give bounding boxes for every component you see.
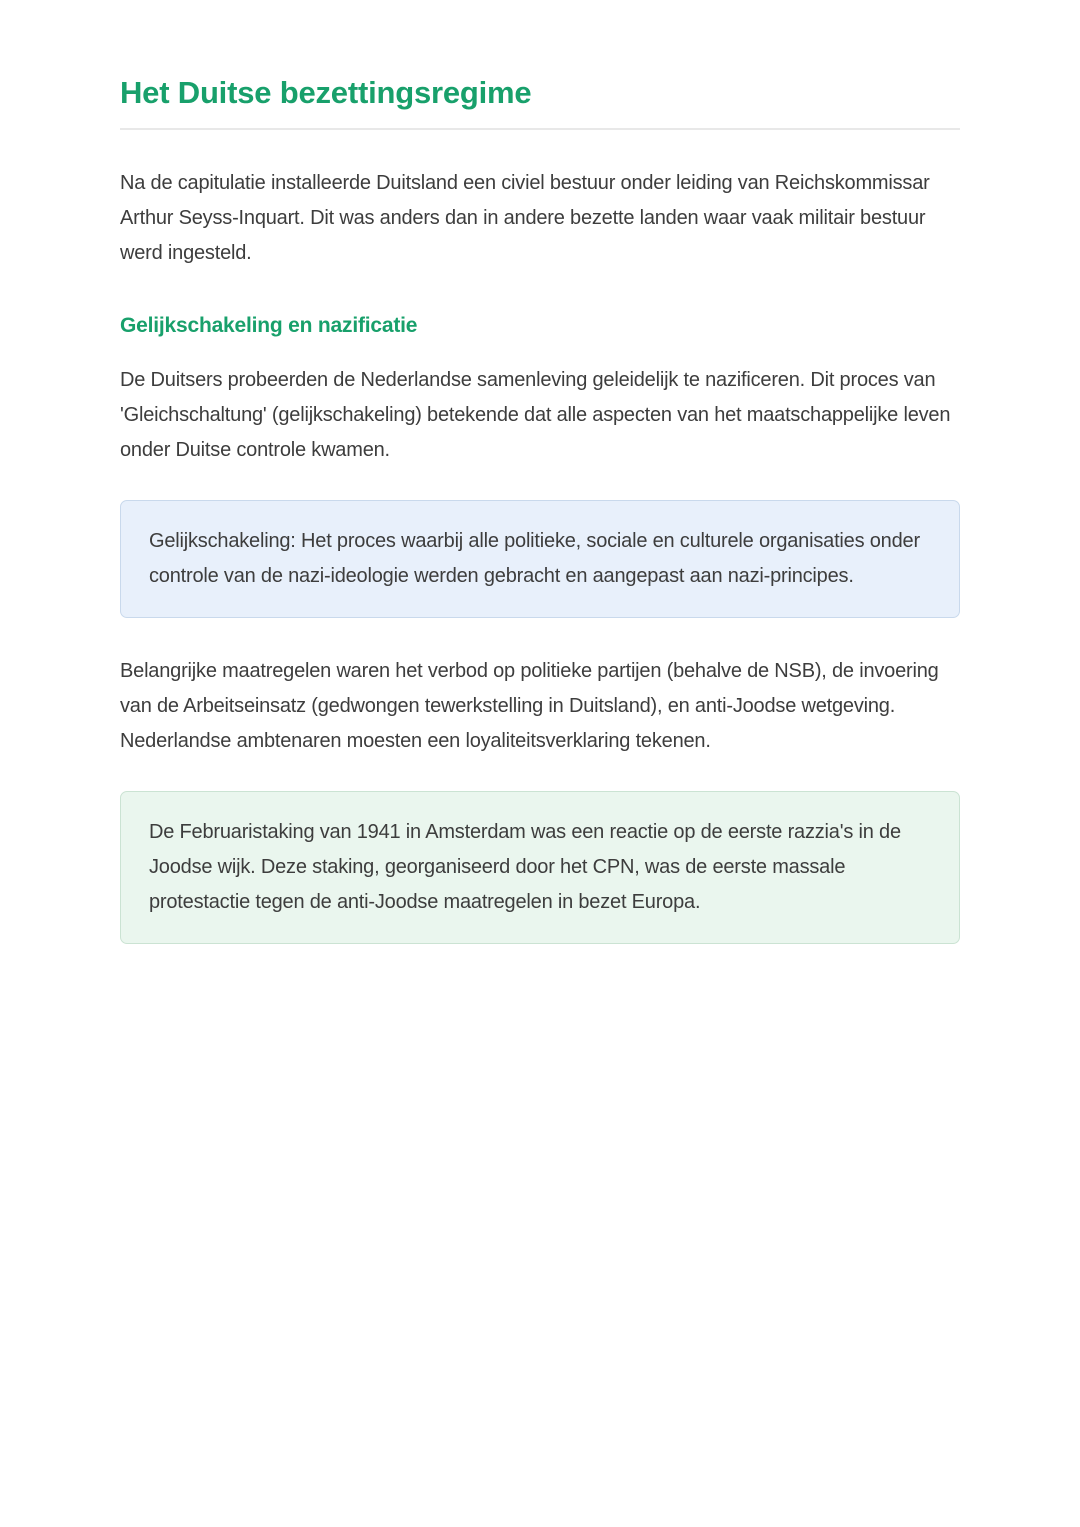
highlight-box [120,791,960,944]
page-title: Het Duitse bezettingsregime [120,76,960,130]
nazification-paragraph: De Duitsers probeerden de Nederlandse samenleving geleidelijk te nazificeren. Dit proces van 'Gleichschaltung' (gelijkschakeling) betekende dat alle aspecten van het maatschappelijke leven onder Duitse controle kwamen. [120,369,951,461]
intro-paragraph: Na de capitulatie installeerde Duitsland een civiel bestuur onder leiding van Reichskommissar Arthur Seyss-Inquart. Dit was anders dan in andere bezette landen waar vaak militair bestuur werd ingesteld. [120,172,930,264]
measures-paragraph: Belangrijke maatregelen waren het verbod op politieke partijen (behalve de NSB), de invoering van de Arbeitseinsatz (gedwongen tewerkstelling in Duitsland), en anti-Joodse wetgeving. Nederlandse ambtenaren moesten een loyaliteitsverklaring tekenen. [120,660,939,752]
definition-box-text: Gelijkschakeling: Het proces waarbij alle politieke, sociale en culturele organisaties onder controle van de nazi-ideologie werden gebracht en aangepast aan nazi-principes. [149,530,920,587]
section-heading-gelijkschakeling: Gelijkschakeling en nazificatie [120,314,418,337]
definition-box [120,500,960,618]
highlight-box-text: De Februaristaking van 1941 in Amsterdam was een reactie op de eerste razzia's in de Joodse wijk. Deze staking, georganiseerd door het CPN, was de eerste massale protestactie tegen de anti-Joodse maatregelen in bezet Europa. [149,821,901,913]
